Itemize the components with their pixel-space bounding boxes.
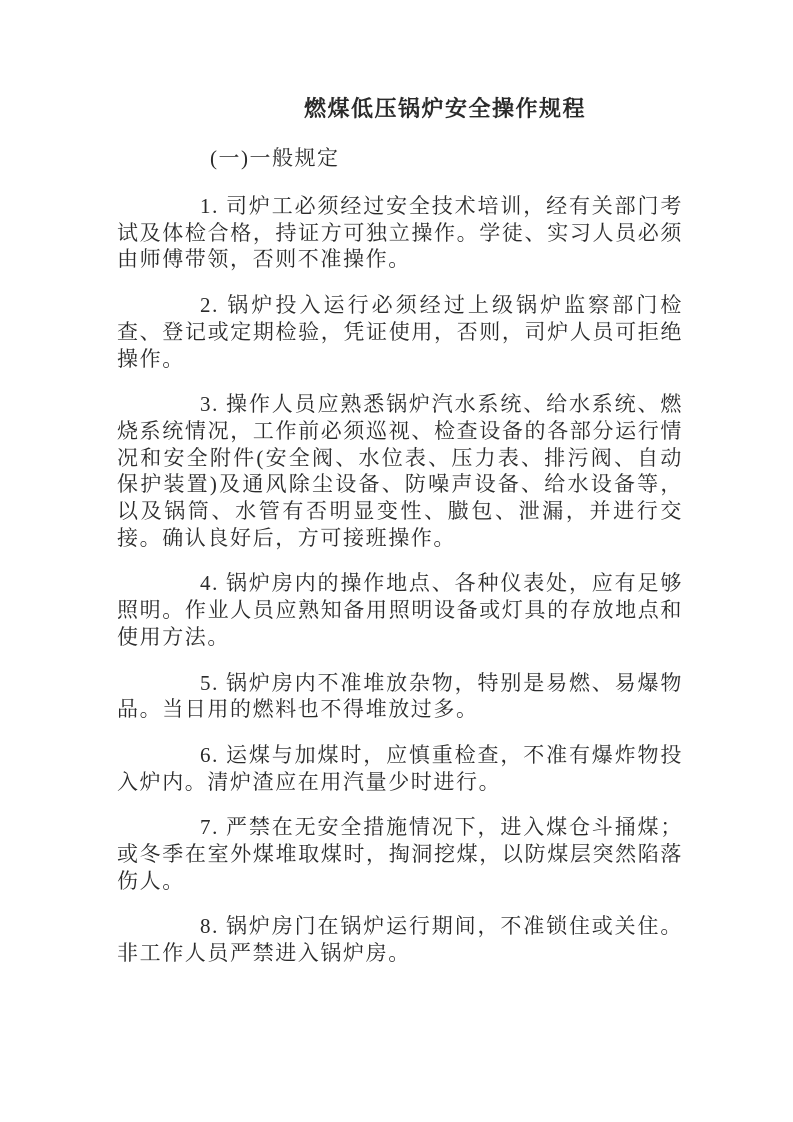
document-content: [117, 0, 683, 986]
rule-paragraph-3: 3. 操作人员应熟悉锅炉汽水系统、给水系统、燃烧系统情况，工作前必须巡视、检查设备的各部分运行情况和安全附件(安全阀、水位表、压力表、排污阀、自动保护装置)及通风除尘设备、防噪声设备、给水设备等，以及锅筒、水管有否明显变性、臌包、泄漏，并进行交接。确认良好后，方可接班操作。: [117, 392, 683, 550]
rule-paragraph-1: 1. 司炉工必须经过安全技术培训，经有关部门考试及体检合格，持证方可独立操作。学徒、实习人员必须由师傅带领，否则不准操作。: [117, 194, 683, 272]
rule-paragraph-4: 4. 锅炉房内的操作地点、各种仪表处，应有足够照明。作业人员应熟知备用照明设备或灯具的存放地点和使用方法。: [117, 571, 683, 649]
rule-paragraph-8: 8. 锅炉房门在锅炉运行期间，不准锁住或关住。非工作人员严禁进入锅炉房。: [117, 914, 683, 966]
rule-paragraph-7: 7. 严禁在无安全措施情况下，进入煤仓斗捅煤；或冬季在室外煤堆取煤时，掏洞挖煤，以防煤层突然陷落伤人。: [117, 815, 683, 893]
rule-paragraph-6: 6. 运煤与加煤时，应慎重检查，不准有爆炸物投入炉内。清炉渣应在用汽量少时进行。: [117, 742, 683, 794]
document-title: 燃煤低压锅炉安全操作规程: [303, 96, 586, 121]
section-heading: (一)一般规定: [210, 146, 340, 170]
rule-paragraph-2: 2. 锅炉投入运行必须经过上级锅炉监察部门检查、登记或定期检验，凭证使用，否则，司炉人员可拒绝操作。: [117, 293, 683, 371]
rule-paragraph-5: 5. 锅炉房内不准堆放杂物，特别是易燃、易爆物品。当日用的燃料也不得堆放过多。: [117, 670, 683, 722]
paragraph-list: [117, 193, 683, 967]
